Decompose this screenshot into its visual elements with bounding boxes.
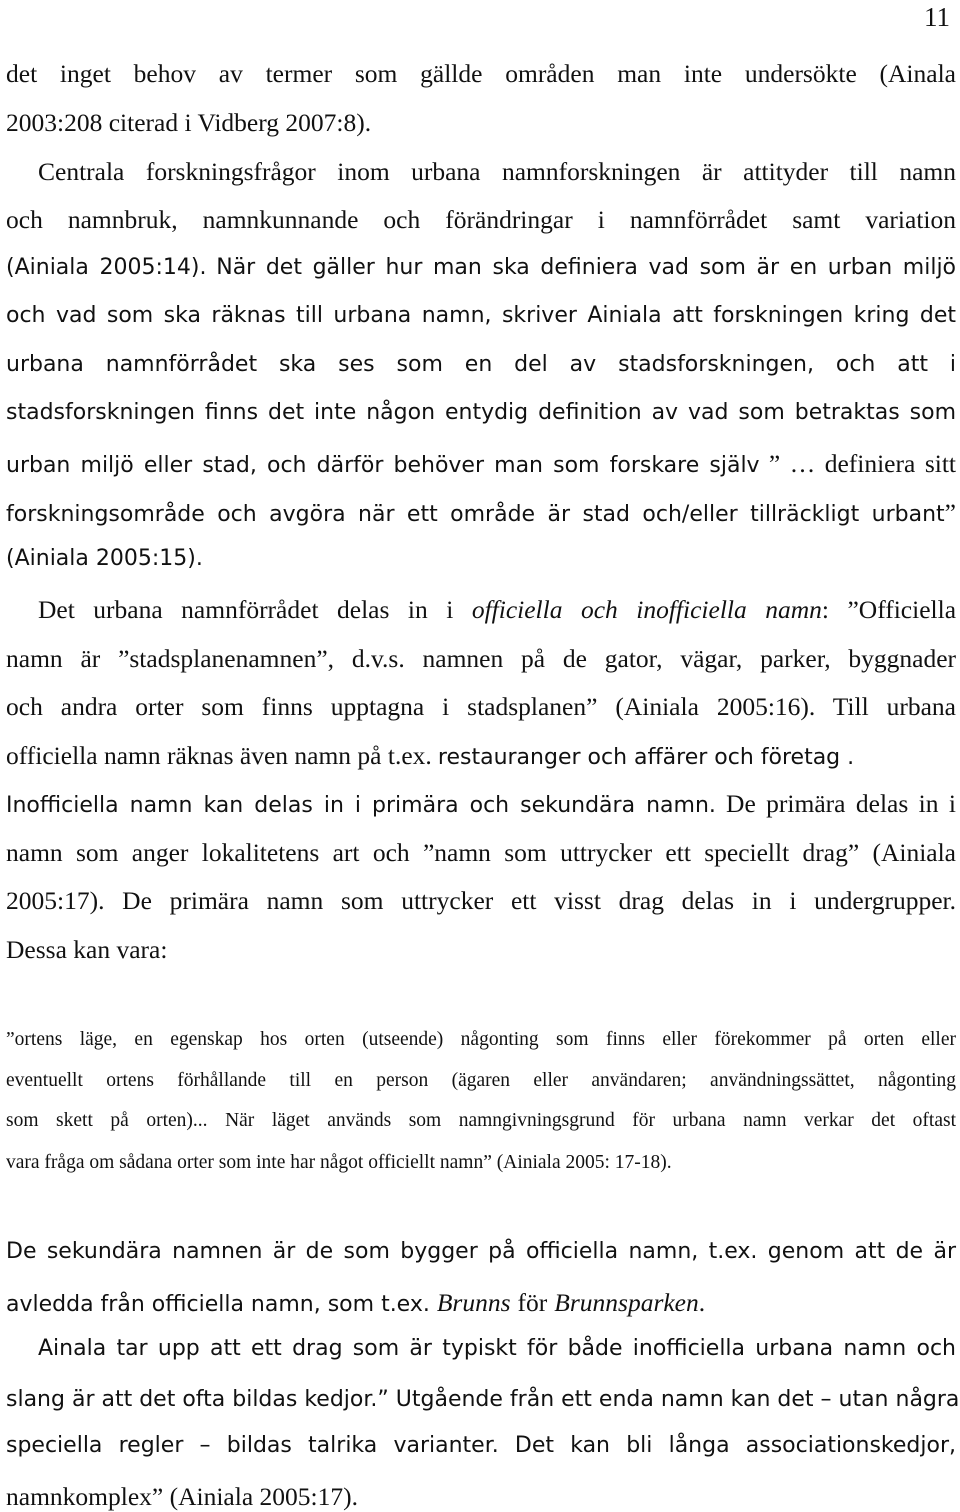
text-span: för <box>517 1288 548 1317</box>
text-line: 2005:17). De primära namn som uttrycker ett visst drag delas in i undergrupper. <box>6 886 956 915</box>
text-span: . <box>698 1288 706 1317</box>
quote-line: ”ortens läge, en egenskap hos orten (utseende) någonting som finns eller förekommer på orten eller <box>6 1029 956 1050</box>
text-line <box>6 253 956 281</box>
text-line: det inget behov av termer som gällde områden man inte undersökte (Ainala <box>6 59 956 88</box>
text-span: officiella namn räknas även namn på t.ex. <box>6 741 432 770</box>
text-span: avledda från officiella namn, som t.ex. <box>6 1292 430 1317</box>
italic-term: officiella och inofficiella namn <box>471 595 822 624</box>
text-line: namn som anger lokalitetens art och ”namn som uttrycker ett speciellt drag” (Ainiala <box>6 838 956 867</box>
text-span: restauranger och affärer och företag . <box>437 745 855 770</box>
text-span: forskningsområde och avgöra när ett område är stad och/eller tillräckligt urbant <box>6 502 945 527</box>
text-line: Dessa kan vara: <box>6 935 168 964</box>
text-span: urban miljö eller stad, och därför behöver man som forskare själv <box>6 453 760 478</box>
page-number: 11 <box>924 2 950 32</box>
text-line: urbana namnförrådet ska ses som en del av stadsforskningen, och att i <box>6 352 956 377</box>
text-line: stadsforskningen finns det inte någon entydig definition av vad som betraktas som <box>6 400 956 425</box>
text-span: (Ainiala 2005:14). <box>6 255 207 280</box>
text-span: När det gäller hur man ska definiera vad som är en urban miljö <box>216 255 957 280</box>
text-span: : ”Officiella <box>821 595 957 624</box>
text-line <box>6 498 956 528</box>
text-line <box>6 1288 956 1318</box>
text-line: Ainala tar upp att ett drag som är typiskt för både inofficiella urbana namn och <box>38 1336 956 1361</box>
text-line: och namnbruk, namnkunnande och förändringar i namnförrådet samt variation <box>6 205 956 234</box>
text-line: Centrala forskningsfrågor inom urbana namnforskningen är attityder till namn <box>38 157 956 186</box>
text-span: slang är att det ofta bildas kedjor. <box>6 1387 378 1412</box>
text-span: ” Utgående från ett enda namn kan det – utan några <box>377 1387 960 1412</box>
text-line: namn är ”stadsplanenamnen”, d.v.s. namnen på de gator, vägar, parker, byggnader <box>6 644 956 673</box>
text-line: speciella regler – bildas talrika varianter. Det kan bli långa associationskedjor, <box>6 1433 956 1458</box>
text-line <box>6 741 956 771</box>
text-line: 2003:208 citerad i Vidberg 2007:8). <box>6 108 372 137</box>
text-span: Det urbana namnförrådet delas in i <box>38 595 454 624</box>
quote-line: som skett på orten)... När läget används som namngivningsgrund för urbana namn verkar det oftast <box>6 1110 956 1131</box>
text-span: De primära delas in i <box>726 789 956 818</box>
text-line: och vad som ska räknas till urbana namn, skriver Ainiala att forskningen kring det <box>6 303 956 328</box>
text-line: namnkomplex” (Ainiala 2005:17). <box>6 1482 358 1511</box>
quote-line: vara fråga om sådana orter som inte har något officiellt namn” (Ainiala 2005: 17-18). <box>6 1152 672 1173</box>
quote-line: eventuellt ortens förhållande till en person (ägaren eller användaren; användningssättet, någonting <box>6 1070 956 1091</box>
text-line <box>6 449 956 479</box>
text-line: (Ainiala 2005:15). <box>6 546 203 571</box>
text-span: ” … definiera sitt <box>768 449 957 478</box>
text-line: De sekundära namnen är de som bygger på officiella namn, t.ex. genom att de är <box>6 1239 956 1264</box>
italic-term: Brunns <box>436 1288 511 1317</box>
text-line <box>6 1385 960 1413</box>
text-line <box>6 789 956 819</box>
text-span: Inofficiella namn kan delas in i primära och sekundära namn. <box>6 793 716 818</box>
italic-term: Brunnsparken <box>554 1288 699 1317</box>
text-span: ” <box>944 498 956 527</box>
text-line <box>38 595 956 625</box>
text-line: och andra orter som finns upptagna i stadsplanen” (Ainiala 2005:16). Till urbana <box>6 692 956 721</box>
